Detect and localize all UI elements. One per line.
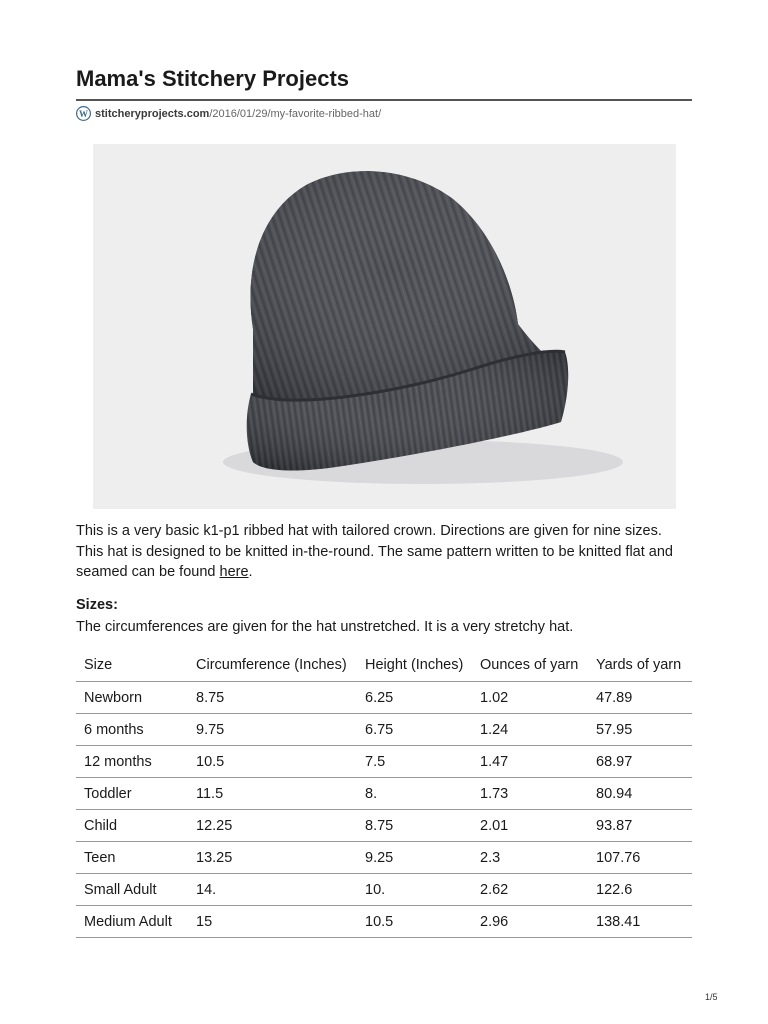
title-divider <box>76 99 692 101</box>
cell-size: Toddler <box>76 778 188 810</box>
cell-yards: 80.94 <box>588 778 692 810</box>
table-header-row <box>76 652 692 682</box>
svg-text:W: W <box>79 108 88 119</box>
table-row <box>76 778 692 810</box>
cell-size: Medium Adult <box>76 906 188 938</box>
cell-height: 6.75 <box>357 714 472 746</box>
cell-size: Child <box>76 810 188 842</box>
cell-circumference: 13.25 <box>188 842 357 874</box>
cell-size: Small Adult <box>76 874 188 906</box>
page-number: 1/5 <box>705 992 718 1002</box>
cell-ounces: 2.01 <box>472 810 588 842</box>
wordpress-icon <box>76 106 91 121</box>
cell-ounces: 1.02 <box>472 682 588 714</box>
cell-size: 6 months <box>76 714 188 746</box>
cell-yards: 68.97 <box>588 746 692 778</box>
table-row <box>76 842 692 874</box>
ribbed-hat-illustration <box>93 144 676 509</box>
cell-circumference: 9.75 <box>188 714 357 746</box>
table-row <box>76 874 692 906</box>
col-header-size: Size <box>76 652 188 682</box>
cell-circumference: 12.25 <box>188 810 357 842</box>
cell-height: 6.25 <box>357 682 472 714</box>
cell-yards: 93.87 <box>588 810 692 842</box>
cell-yards: 47.89 <box>588 682 692 714</box>
cell-size: Newborn <box>76 682 188 714</box>
cell-height: 7.5 <box>357 746 472 778</box>
cell-height: 10. <box>357 874 472 906</box>
source-domain[interactable]: stitcheryprojects.com <box>95 107 210 120</box>
cell-circumference: 8.75 <box>188 682 357 714</box>
cell-yards: 138.41 <box>588 906 692 938</box>
sizes-heading: Sizes: <box>76 597 118 613</box>
cell-ounces: 2.96 <box>472 906 588 938</box>
cell-height: 8.75 <box>357 810 472 842</box>
cell-height: 9.25 <box>357 842 472 874</box>
col-header-yards: Yards of yarn <box>588 652 692 682</box>
col-header-height: Height (Inches) <box>357 652 472 682</box>
cell-ounces: 2.62 <box>472 874 588 906</box>
cell-circumference: 11.5 <box>188 778 357 810</box>
source-url[interactable] <box>76 106 381 121</box>
col-header-ounces: Ounces of yarn <box>472 652 588 682</box>
table-row <box>76 746 692 778</box>
cell-circumference: 10.5 <box>188 746 357 778</box>
cell-circumference: 15 <box>188 906 357 938</box>
intro-paragraph <box>76 521 692 583</box>
sizes-table <box>76 652 692 938</box>
cell-ounces: 2.3 <box>472 842 588 874</box>
sizes-note: The circumferences are given for the hat unstretched. It is a very stretchy hat. <box>76 619 574 635</box>
col-header-circumference: Circumference (Inches) <box>188 652 357 682</box>
cell-circumference: 14. <box>188 874 357 906</box>
cell-yards: 107.76 <box>588 842 692 874</box>
intro-text-end: . <box>248 564 253 580</box>
hat-photo <box>93 144 676 509</box>
cell-ounces: 1.73 <box>472 778 588 810</box>
cell-ounces: 1.24 <box>472 714 588 746</box>
source-path[interactable]: /2016/01/29/my-favorite-ribbed-hat/ <box>209 107 382 120</box>
intro-text: This is a very basic k1-p1 ribbed hat with tailored crown. Directions are given for nine sizes. This hat is designed to be knitted in-the-round. The same pattern written to be knitted flat and seamed can be found <box>76 523 673 580</box>
cell-ounces: 1.47 <box>472 746 588 778</box>
table-row <box>76 810 692 842</box>
flat-pattern-link[interactable]: here <box>219 564 249 580</box>
table-row <box>76 714 692 746</box>
cell-yards: 122.6 <box>588 874 692 906</box>
site-title: Mama's Stitchery Projects <box>76 66 350 91</box>
cell-size: Teen <box>76 842 188 874</box>
cell-height: 10.5 <box>357 906 472 938</box>
table-row <box>76 906 692 938</box>
cell-size: 12 months <box>76 746 188 778</box>
table-row <box>76 682 692 714</box>
cell-height: 8. <box>357 778 472 810</box>
cell-yards: 57.95 <box>588 714 692 746</box>
